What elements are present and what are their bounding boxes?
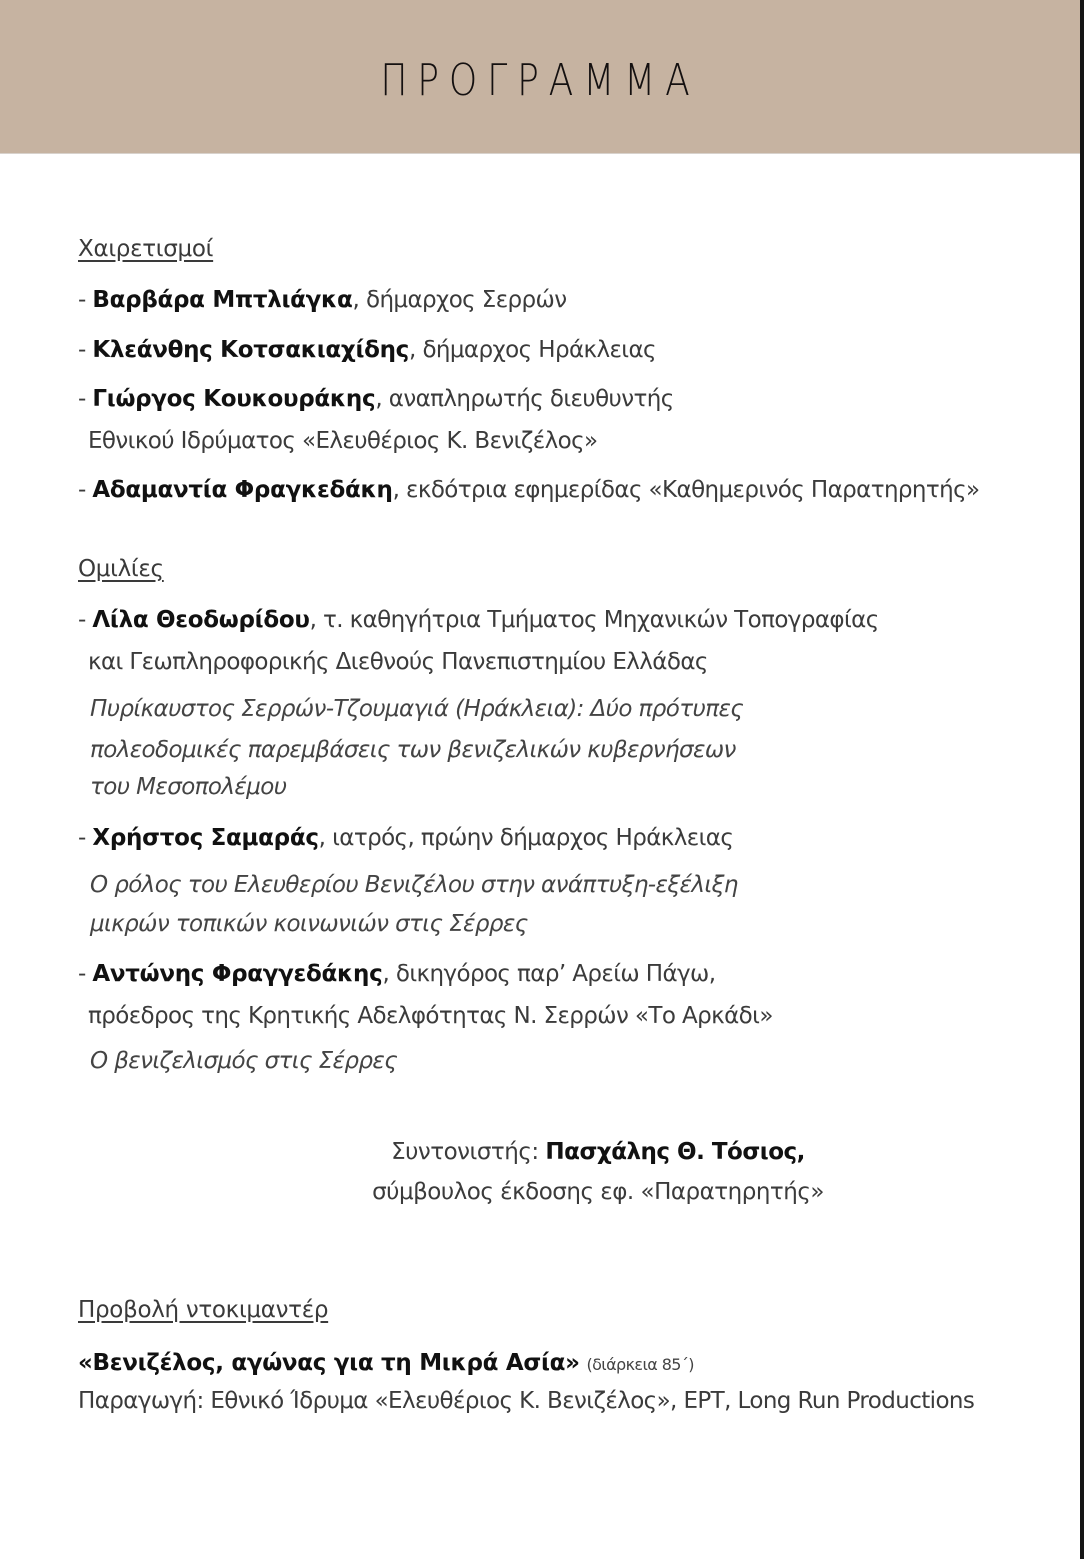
moderator-role: σύμβουλος έκδοσης εφ. «Παρατηρητής»: [372, 1179, 824, 1205]
speaker-role: , τ. καθηγήτρια Τμήματος Μηχανικών Τοπογραφίας: [309, 607, 879, 633]
talk-topic: Ο ρόλος του Ελευθερίου Βενιζέλου στην ανάπτυξη-εξέλιξη: [90, 872, 738, 898]
talk-topic: Πυρίκαυστος Σερρών-Τζουμαγιά (Ηράκλεια): Δύο πρότυπες: [90, 696, 744, 722]
greeting-item: - Κλεάνθης Κοτσακιαχίδης, δήμαρχος Ηράκλειας: [78, 337, 656, 363]
moderator-label: Συντονιστής:: [391, 1139, 546, 1165]
moderator-line: [0, 1139, 1084, 1165]
film-line: [78, 1350, 694, 1376]
greeting-item: - Αδαμαντία Φραγκεδάκη, εκδότρια εφημερίδας «Καθημερινός Παρατηρητής»: [78, 477, 980, 503]
film-title: «Βενιζέλος, αγώνας για τη Μικρά Ασία»: [78, 1350, 580, 1376]
talk-topic: πολεοδομικές παρεμβάσεις των βενιζελικών κυβερνήσεων: [90, 737, 736, 763]
talks-heading: Ομιλίες: [78, 556, 164, 582]
page-title: ΠΡΟΓΡΑΜΜΑ: [380, 55, 700, 106]
title-banner: [0, 0, 1080, 154]
speaker-role-continued: πρόεδρος της Κρητικής Αδελφότητας Ν. Σερρών «Το Αρκάδι»: [88, 1003, 773, 1029]
speaker-name: Βαρβάρα Μπτλιάγκα: [92, 287, 353, 313]
greetings-heading: Χαιρετισμοί: [78, 236, 214, 262]
screening-heading: Προβολή ντοκιμαντέρ: [78, 1297, 329, 1323]
greeting-item: - Βαρβάρα Μπτλιάγκα, δήμαρχος Σερρών: [78, 287, 567, 313]
talk-item: - Χρήστος Σαμαράς, ιατρός, πρώην δήμαρχος Ηράκλειας: [78, 825, 734, 851]
film-duration: (διάρκεια 85΄): [586, 1355, 694, 1374]
talk-topic: του Μεσοπολέμου: [90, 774, 287, 800]
speaker-role: , δήμαρχος Ηράκλειας: [409, 337, 656, 363]
speaker-role: , δήμαρχος Σερρών: [352, 287, 567, 313]
speaker-role: , εκδότρια εφημερίδας «Καθημερινός Παρατηρητής»: [392, 477, 980, 503]
speaker-role: , αναπληρωτής διευθυντής: [375, 386, 674, 412]
speaker-role: , δικηγόρος παρ’ Αρείω Πάγω,: [382, 961, 716, 987]
speaker-name: Χρήστος Σαμαράς: [92, 825, 319, 851]
speaker-name: Γιώργος Κουκουράκης: [92, 386, 376, 412]
speaker-role-continued: Εθνικού Ιδρύματος «Ελευθέριος Κ. Βενιζέλος»: [88, 428, 598, 454]
speaker-name: Κλεάνθης Κοτσακιαχίδης: [92, 337, 410, 363]
talk-item: - Αντώνης Φραγγεδάκης, δικηγόρος παρ’ Αρείω Πάγω,: [78, 961, 716, 987]
speaker-name: Αδαμαντία Φραγκεδάκη: [92, 477, 393, 503]
speaker-role-continued: και Γεωπληροφορικής Διεθνούς Πανεπιστημίου Ελλάδας: [88, 649, 708, 675]
speaker-name: Λίλα Θεοδωρίδου: [92, 607, 310, 633]
talk-topic: Ο βενιζελισμός στις Σέρρες: [90, 1048, 398, 1074]
moderator-name: Πασχάλης Θ. Τόσιος,: [545, 1139, 805, 1165]
speaker-name: Αντώνης Φραγγεδάκης: [92, 961, 383, 987]
speaker-role: , ιατρός, πρώην δήμαρχος Ηράκλειας: [318, 825, 734, 851]
right-edge-border: [1080, 0, 1084, 1559]
film-production: Παραγωγή: Εθνικό Ίδρυμα «Ελευθέριος Κ. Βενιζέλος», ΕΡΤ, Long Run Productions: [78, 1388, 975, 1414]
talk-topic: μικρών τοπικών κοινωνιών στις Σέρρες: [90, 911, 528, 937]
talk-item: - Λίλα Θεοδωρίδου, τ. καθηγήτρια Τμήματος Μηχανικών Τοπογραφίας: [78, 607, 879, 633]
greeting-item: - Γιώργος Κουκουράκης, αναπληρωτής διευθυντής: [78, 386, 674, 412]
